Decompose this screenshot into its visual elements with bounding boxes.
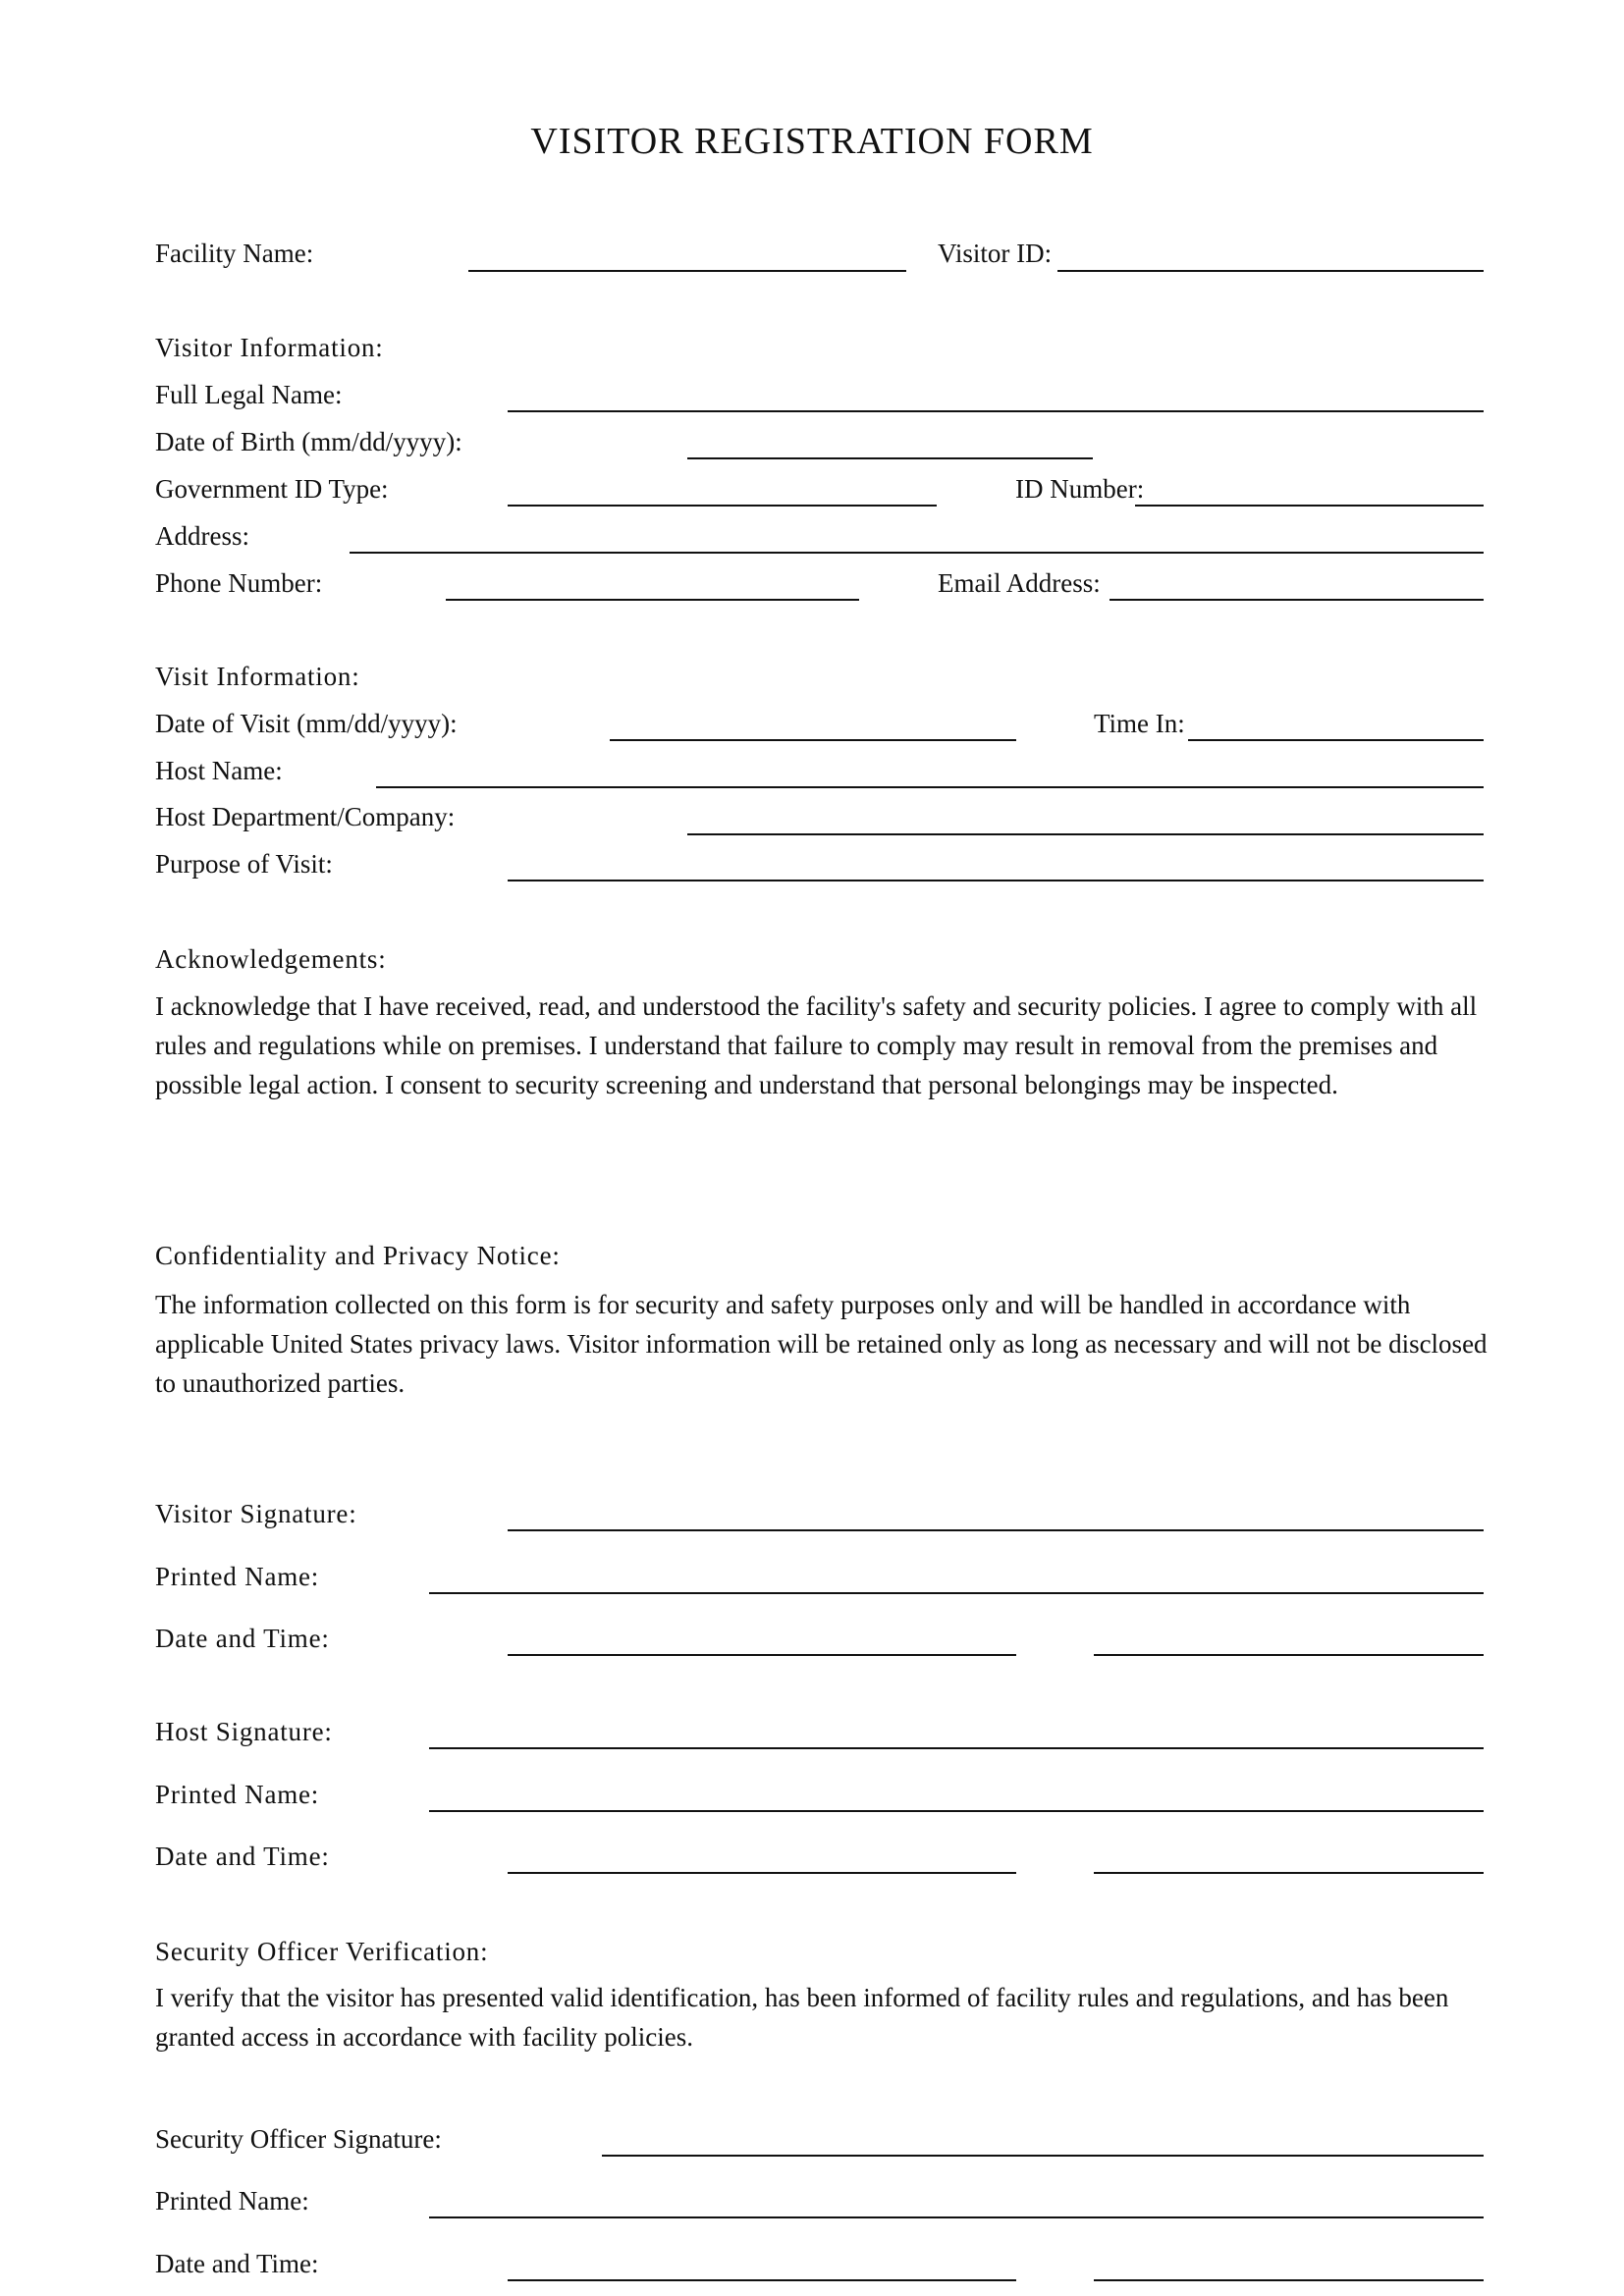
host-printed-name-field[interactable] (429, 1810, 1484, 1812)
host-department-label: Host Department/Company: (155, 802, 456, 831)
visitor-printed-name-label: Printed Name: (155, 1562, 320, 1591)
id-number-label: ID Number: (1015, 474, 1145, 504)
host-signature-label: Host Signature: (155, 1717, 333, 1746)
visitor-date-field[interactable] (508, 1654, 1016, 1656)
security-officer-signature-field[interactable] (602, 2155, 1484, 2157)
page-title: VISITOR REGISTRATION FORM (530, 121, 1094, 162)
privacy-notice-heading: Confidentiality and Privacy Notice: (155, 1241, 561, 1270)
date-of-visit-label: Date of Visit (mm/dd/yyyy): (155, 709, 458, 738)
host-name-field[interactable] (376, 786, 1484, 788)
visitor-time-field[interactable] (1094, 1654, 1484, 1656)
address-label: Address: (155, 521, 249, 551)
visitor-date-time-label: Date and Time: (155, 1624, 330, 1653)
time-in-field[interactable] (1188, 739, 1484, 741)
visitor-id-field[interactable] (1057, 270, 1484, 272)
acknowledgements-heading: Acknowledgements: (155, 944, 387, 974)
security-date-field[interactable] (508, 2279, 1016, 2281)
visit-information-heading: Visit Information: (155, 662, 360, 691)
address-field[interactable] (350, 552, 1484, 554)
facility-name-field[interactable] (468, 270, 906, 272)
acknowledgements-text: I acknowledge that I have received, read, and understood the facility's safety and security policies. I agree to comply with all rules and regulations while on premises. I understand that failure to comply may result in removal from the premises and possible legal action. I consent to security screening and understand that personal belongings may be inspected. (155, 991, 1478, 1099)
security-printed-name-label: Printed Name: (155, 2186, 309, 2216)
visitor-signature-field[interactable] (508, 1529, 1484, 1531)
host-name-label: Host Name: (155, 756, 283, 785)
purpose-of-visit-field[interactable] (508, 880, 1484, 881)
phone-number-field[interactable] (446, 599, 859, 601)
date-of-birth-label: Date of Birth (mm/dd/yyyy): (155, 427, 462, 456)
visitor-printed-name-field[interactable] (429, 1592, 1484, 1594)
email-address-label: Email Address: (938, 568, 1101, 598)
time-in-label: Time In: (1094, 709, 1185, 738)
security-printed-name-field[interactable] (429, 2216, 1484, 2218)
security-date-time-label: Date and Time: (155, 2249, 319, 2278)
full-legal-name-label: Full Legal Name: (155, 380, 343, 409)
host-department-field[interactable] (687, 833, 1484, 835)
privacy-notice-text: The information collected on this form is for security and safety purposes only and will be handled in accordance with applicable United States privacy laws. Visitor information will be retained only as long as necessary and will not be disclosed to unauthorized parties. (155, 1290, 1488, 1398)
full-legal-name-field[interactable] (508, 410, 1484, 412)
government-id-type-field[interactable] (508, 505, 937, 507)
facility-name-label: Facility Name: (155, 239, 314, 268)
date-of-visit-field[interactable] (610, 739, 1016, 741)
visitor-signature-label: Visitor Signature: (155, 1499, 357, 1528)
security-time-field[interactable] (1094, 2279, 1484, 2281)
government-id-type-label: Government ID Type: (155, 474, 389, 504)
date-of-birth-field[interactable] (687, 457, 1093, 459)
id-number-field[interactable] (1135, 505, 1484, 507)
purpose-of-visit-label: Purpose of Visit: (155, 849, 333, 879)
email-address-field[interactable] (1110, 599, 1484, 601)
host-time-field[interactable] (1094, 1872, 1484, 1874)
visitor-id-label: Visitor ID: (938, 239, 1053, 268)
host-printed-name-label: Printed Name: (155, 1780, 320, 1809)
host-date-field[interactable] (508, 1872, 1016, 1874)
phone-number-label: Phone Number: (155, 568, 323, 598)
host-signature-field[interactable] (429, 1747, 1484, 1749)
security-verification-heading: Security Officer Verification: (155, 1937, 489, 1966)
security-verification-text: I verify that the visitor has presented valid identification, has been informed of facility rules and regulations, and has been granted access in accordance with facility policies. (155, 1983, 1449, 2052)
host-date-time-label: Date and Time: (155, 1842, 330, 1871)
security-officer-signature-label: Security Officer Signature: (155, 2124, 442, 2154)
visitor-information-heading: Visitor Information: (155, 333, 384, 362)
